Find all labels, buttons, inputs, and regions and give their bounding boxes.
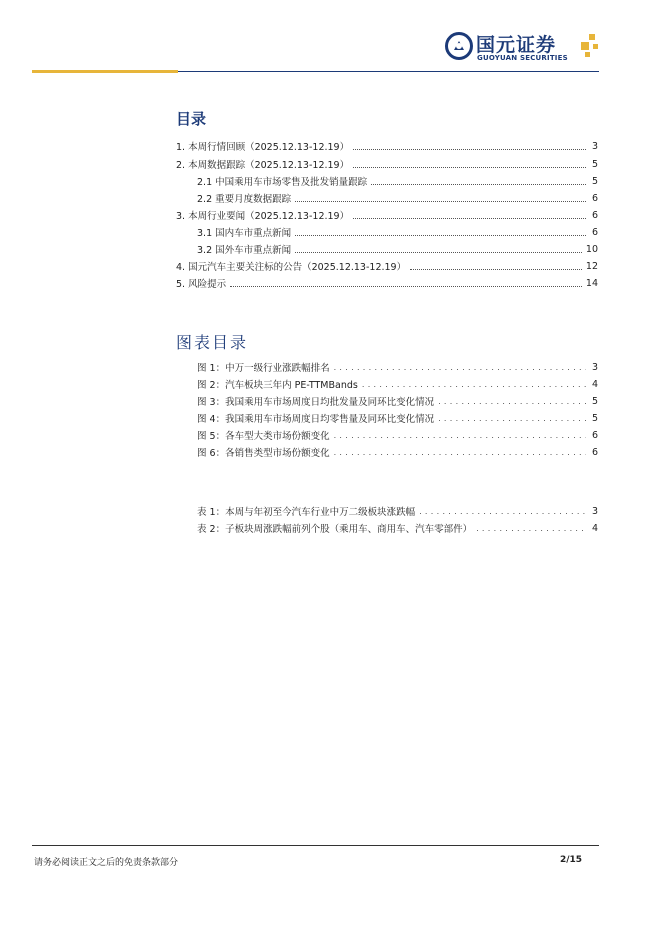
company-logo	[445, 30, 605, 66]
toc-item-label: 2. 本周数据跟踪（2025.12.13-12.19）	[176, 160, 350, 171]
toc-item-label: 2.1 中国乘用车市场零售及批发销量跟踪	[197, 177, 368, 188]
table-entry[interactable]	[197, 503, 598, 519]
logo-chinese-name: 国元证券	[476, 34, 557, 56]
dot-leader	[438, 414, 586, 423]
dot-leader	[476, 524, 586, 533]
toc-item-page: 6	[591, 226, 598, 238]
figure-entry[interactable]	[197, 444, 598, 460]
toc-item-page: 6	[591, 209, 598, 221]
figure-entry-page: 5	[591, 395, 598, 407]
dot-leader	[295, 235, 586, 236]
dot-leader	[419, 507, 586, 516]
toc-item[interactable]	[197, 241, 598, 257]
figure-entry[interactable]	[197, 376, 598, 392]
toc-item[interactable]	[197, 224, 598, 240]
toc-item[interactable]	[197, 173, 598, 189]
figure-entry-page: 3	[591, 361, 598, 373]
toc-item[interactable]	[176, 275, 598, 291]
dot-leader	[353, 167, 586, 168]
toc-item-label: 3. 本周行业要闻（2025.12.13-12.19）	[176, 211, 350, 222]
dot-leader	[295, 252, 582, 253]
toc-item-page: 12	[585, 260, 598, 272]
toc-item-page: 5	[591, 158, 598, 170]
toc-item-label: 4. 国元汽车主要关注标的公告（2025.12.13-12.19）	[176, 262, 407, 273]
figure-entry[interactable]	[197, 359, 598, 375]
toc-item-label: 5. 风险提示	[176, 279, 227, 290]
figure-entry-page: 5	[591, 412, 598, 424]
footer-disclaimer: 请务必阅读正文之后的免责条款部分	[34, 858, 179, 868]
figure-entry[interactable]	[197, 393, 598, 409]
figure-entry-page: 6	[591, 429, 598, 441]
toc-item-page: 6	[591, 192, 598, 204]
figure-entry-label: 图 6：各销售类型市场份额变化	[197, 448, 330, 459]
toc-item[interactable]	[197, 190, 598, 206]
dot-leader	[230, 286, 582, 287]
figure-entry-label: 图 3：我国乘用车市场周度日均批发量及同环比变化情况	[197, 397, 435, 408]
dot-leader	[438, 397, 586, 406]
toc-item[interactable]	[176, 138, 598, 154]
table-entry-label: 表 1：本周与年初至今汽车行业中万二级板块涨跌幅	[197, 507, 416, 518]
toc-item-page: 3	[591, 140, 598, 152]
dot-leader	[371, 184, 586, 185]
figure-entry-label: 图 2：汽车板块三年内 PE-TTMBands	[197, 380, 358, 391]
toc-item-page: 14	[585, 277, 598, 289]
dot-leader	[353, 218, 586, 219]
figure-entry-label: 图 1：中万一级行业涨跌幅排名	[197, 363, 330, 374]
figure-entry-page: 6	[591, 446, 598, 458]
figures-list-title: 图表目录	[176, 333, 249, 352]
toc-item[interactable]	[176, 258, 598, 274]
dot-leader	[410, 269, 582, 270]
dot-leader	[334, 431, 586, 440]
toc-item-page: 5	[591, 175, 598, 187]
toc-title: 目录	[176, 110, 207, 128]
toc-item-label: 1. 本周行情回顾（2025.12.13-12.19）	[176, 142, 350, 153]
logo-english-name: GUOYUAN SECURITIES	[477, 54, 568, 62]
dot-leader	[334, 448, 586, 457]
table-entry-page: 3	[591, 505, 598, 517]
toc-item-page: 10	[585, 243, 598, 255]
page-number: 2/15	[560, 855, 583, 865]
figure-entry[interactable]	[197, 410, 598, 426]
dot-leader	[295, 201, 586, 202]
guoyuan-logo-icon	[445, 32, 473, 60]
figure-entry-label: 图 4：我国乘用车市场周度日均零售量及同环比变化情况	[197, 414, 435, 425]
figure-entry-page: 4	[591, 378, 598, 390]
toc-item-label: 3.1 国内车市重点新闻	[197, 228, 292, 239]
table-entry-page: 4	[591, 522, 598, 534]
logo-star-icon	[577, 32, 601, 60]
toc-item-label: 2.2 重要月度数据跟踪	[197, 194, 292, 205]
footer-rule	[32, 845, 599, 846]
table-entry-label: 表 2：子板块周涨跌幅前列个股（乘用车、商用车、汽车零部件）	[197, 524, 473, 535]
dot-leader	[334, 363, 586, 372]
dot-leader	[353, 149, 586, 150]
figure-entry-label: 图 5：各车型大类市场份额变化	[197, 431, 330, 442]
toc-item-label: 3.2 国外车市重点新闻	[197, 245, 292, 256]
dot-leader	[362, 380, 586, 389]
figure-entry[interactable]	[197, 427, 598, 443]
table-entry[interactable]	[197, 520, 598, 536]
header-gold-rule	[32, 70, 178, 73]
toc-item[interactable]	[176, 156, 598, 172]
header-blue-rule	[178, 71, 599, 72]
toc-item[interactable]	[176, 207, 598, 223]
